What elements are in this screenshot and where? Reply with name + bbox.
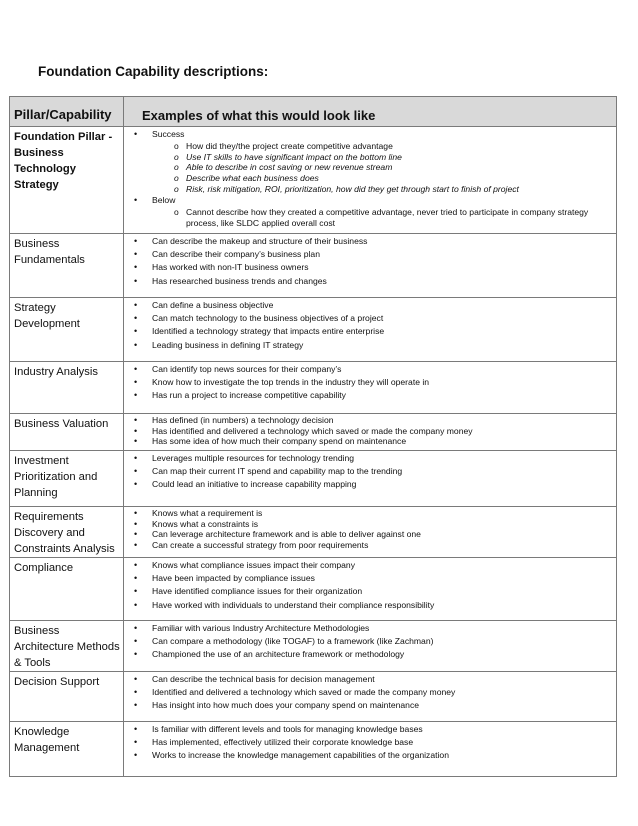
- list-item: • Can define a business objective: [124, 299, 612, 312]
- list-item: • Can create a successful strategy from poor requirements: [124, 540, 612, 551]
- list-item: • Have worked with individuals to understand their compliance responsibility: [124, 599, 612, 612]
- table-header-row: [10, 97, 617, 127]
- examples-cell: [124, 451, 617, 507]
- table-row: [10, 414, 617, 451]
- capability-cell: Requirements Discovery and Constraints Analysis: [10, 507, 124, 558]
- list-item: • Identified and delivered a technology which saved or made the company money: [124, 686, 612, 699]
- list-item: • Can match technology to the business objectives of a project: [124, 312, 612, 325]
- list-item: • Have identified compliance issues for their organization: [124, 585, 612, 598]
- list-item: • Have been impacted by compliance issues: [124, 572, 612, 585]
- list-item: • Can identify top news sources for their company’s: [124, 363, 612, 376]
- sub-list-item: o How did they/the project create competitive advantage: [124, 141, 612, 152]
- sub-list-item: o Use IT skills to have significant impact on the bottom line: [124, 152, 612, 163]
- list-item: • Has worked with non-IT business owners: [124, 261, 612, 274]
- sub-list-item: o Able to describe in cost saving or new revenue stream: [124, 162, 612, 173]
- list-item: • Can describe their company’s business plan: [124, 248, 612, 261]
- list-item: • Can describe the technical basis for decision management: [124, 673, 612, 686]
- sub-list-item: o Risk, risk mitigation, ROI, prioritization, how did they get through start to finish of project: [124, 184, 612, 195]
- capability-cell: Foundation Pillar - Business Technology Strategy: [10, 127, 124, 234]
- list-item: • Has insight into how much does your company spend on maintenance: [124, 699, 612, 712]
- capability-table: [9, 96, 617, 777]
- list-item: • Identified a technology strategy that impacts entire enterprise: [124, 325, 612, 338]
- examples-cell: [124, 234, 617, 298]
- list-item: • Can compare a methodology (like TOGAF) to a framework (like Zachman): [124, 635, 612, 648]
- list-item: • Leading business in defining IT strategy: [124, 339, 612, 352]
- table-row: [10, 672, 617, 722]
- list-item: • Leverages multiple resources for technology trending: [124, 452, 612, 465]
- examples-cell: [124, 362, 617, 414]
- list-item: • Can describe the makeup and structure of their business: [124, 235, 612, 248]
- list-item: • Could lead an initiative to increase capability mapping: [124, 478, 612, 491]
- table-row: [10, 507, 617, 558]
- capability-cell: Investment Prioritization and Planning: [10, 451, 124, 507]
- table-row: [10, 127, 617, 234]
- list-item: • Familiar with various Industry Architecture Methodologies: [124, 622, 612, 635]
- examples-cell: [124, 558, 617, 621]
- capability-cell: Strategy Development: [10, 298, 124, 362]
- list-item: • Can leverage architecture framework and is able to deliver against one: [124, 529, 612, 540]
- list-item: • Knows what a requirement is: [124, 508, 612, 519]
- table-row: [10, 451, 617, 507]
- list-item: • Knows what a constraints is: [124, 519, 612, 530]
- list-item: • Has defined (in numbers) a technology decision: [124, 415, 612, 426]
- examples-cell: [124, 507, 617, 558]
- capability-cell: Compliance: [10, 558, 124, 621]
- examples-cell: [124, 298, 617, 362]
- list-item: • Championed the use of an architecture framework or methodology: [124, 648, 612, 661]
- capability-cell: Knowledge Management: [10, 722, 124, 777]
- capability-cell: Business Valuation: [10, 414, 124, 451]
- list-item: • Has some idea of how much their company spend on maintenance: [124, 436, 612, 447]
- capability-cell: Decision Support: [10, 672, 124, 722]
- examples-cell: [124, 621, 617, 672]
- list-item: • Has researched business trends and changes: [124, 275, 612, 288]
- list-item: • Knows what compliance issues impact their company: [124, 559, 612, 572]
- page-title: Foundation Capability descriptions:: [38, 64, 269, 79]
- examples-cell: [124, 127, 617, 234]
- list-item: • Can map their current IT spend and capability map to the trending: [124, 465, 612, 478]
- sub-list-item: o Cannot describe how they created a competitive advantage, never tried to participate in company strategy process, like SLDC applied overall cost: [124, 207, 612, 229]
- examples-cell: [124, 722, 617, 777]
- examples-cell: [124, 414, 617, 451]
- capability-cell: Business Fundamentals: [10, 234, 124, 298]
- examples-cell: [124, 672, 617, 722]
- list-item: • Know how to investigate the top trends in the industry they will operate in: [124, 376, 612, 389]
- table-row: [10, 558, 617, 621]
- capability-cell: Industry Analysis: [10, 362, 124, 414]
- table-row: [10, 362, 617, 414]
- table-row: [10, 722, 617, 777]
- list-item: • Has run a project to increase competitive capability: [124, 389, 612, 402]
- list-item: • Is familiar with different levels and tools for managing knowledge bases: [124, 723, 612, 736]
- table-row: [10, 298, 617, 362]
- list-item: • Success: [124, 128, 612, 141]
- list-item: • Works to increase the knowledge management capabilities of the organization: [124, 749, 612, 762]
- capability-cell: Business Architecture Methods & Tools: [10, 621, 124, 672]
- list-item: • Below: [124, 194, 612, 207]
- column-header-examples: Examples of what this would look like: [124, 97, 617, 127]
- table-row: [10, 234, 617, 298]
- column-header-capability: Pillar/Capability: [10, 97, 124, 127]
- list-item: • Has identified and delivered a technology which saved or made the company money: [124, 426, 612, 437]
- list-item: • Has implemented, effectively utilized their corporate knowledge base: [124, 736, 612, 749]
- sub-list-item: o Describe what each business does: [124, 173, 612, 184]
- table-row: [10, 621, 617, 672]
